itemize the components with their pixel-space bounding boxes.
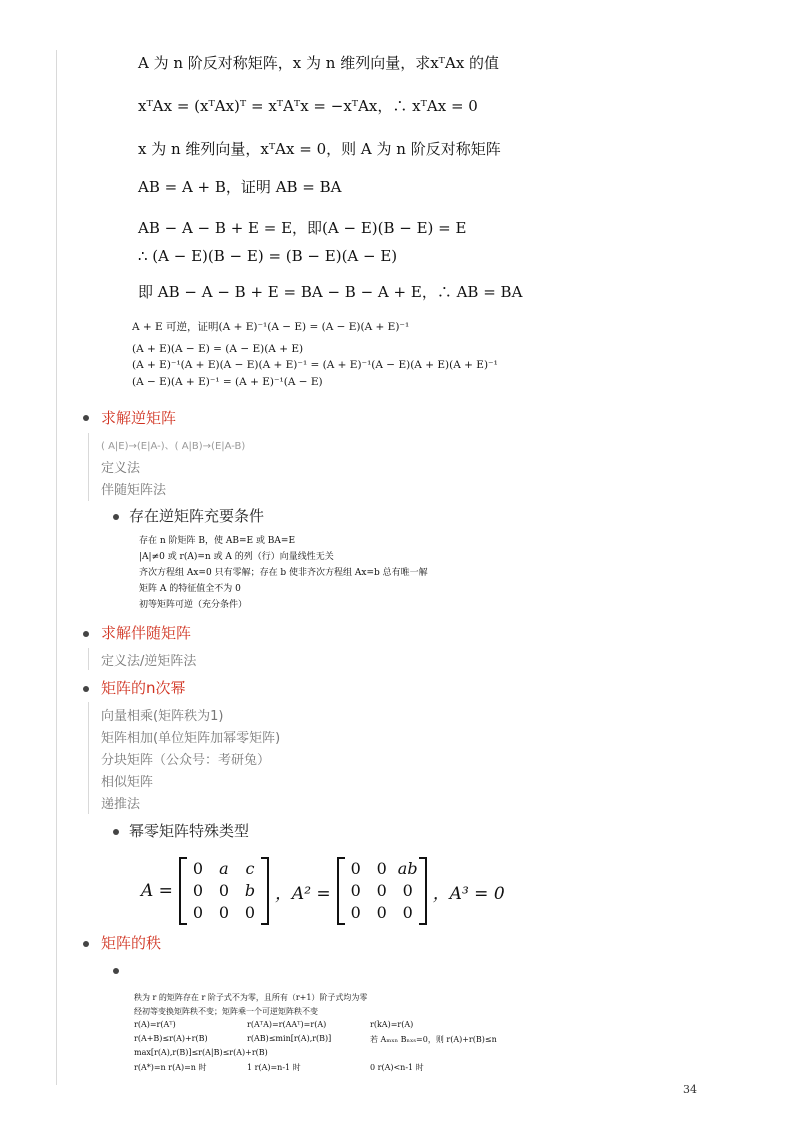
outline-item: 相似矩阵 — [101, 775, 154, 790]
formula-lhs: A = — [141, 881, 173, 901]
math-line: xᵀAx = (xᵀAx)ᵀ = xᵀAᵀx = −xᵀAx，∴ xᵀAx = 0 — [138, 97, 478, 115]
outline-guide-line — [56, 50, 57, 1085]
math-line: A 为 n 阶反对称矩阵，x 为 n 维列向量，求xᵀAx 的值 — [138, 54, 500, 72]
rank-cell: max[r(A),r(B)]≤r(A|B)≤r(A)+r(B) — [134, 1048, 268, 1057]
outline-item: 定义法 — [101, 461, 141, 476]
rank-cell: 1 r(A)=n-1 时 — [247, 1063, 301, 1072]
section-title-inverse[interactable]: 求解逆矩阵 — [101, 409, 177, 427]
math-line: A + E 可逆，证明(A + E)⁻¹(A − E) = (A − E)(A + E)⁻¹ — [132, 321, 410, 333]
math-line: (A + E)⁻¹(A + E)(A − E)(A + E)⁻¹ = (A + E)⁻¹(A − E)(A + E)(A + E)⁻¹ — [132, 359, 498, 371]
subsection-title-nilpotent[interactable]: 幂零矩阵特殊类型 — [129, 822, 250, 840]
rank-cell: 若 Aₘₓₙ Bₙₓₛ=0，则 r(A)+r(B)≤n — [370, 1035, 497, 1044]
matrix-a: 0 a c 0 0 b 0 0 0 — [179, 857, 269, 925]
outline-item: 递推法 — [101, 797, 141, 812]
rank-cell: 0 r(A)<n-1 时 — [370, 1063, 424, 1072]
rank-cell: r(A+B)≤r(A)+r(B) — [134, 1034, 208, 1043]
outline-guide-line — [88, 648, 89, 670]
math-line: (A − E)(A + E)⁻¹ = (A + E)⁻¹(A − E) — [132, 376, 323, 388]
math-line: 即 AB − A − B + E = BA − B − A + E，∴ AB = BA — [138, 283, 523, 301]
section-title-rank[interactable]: 矩阵的秩 — [101, 934, 162, 952]
math-line: AB = A + B，证明 AB = BA — [138, 178, 342, 196]
bullet-icon — [83, 415, 89, 421]
rank-cell: r(AB)≤min[r(A),r(B)] — [247, 1034, 332, 1043]
bullet-icon — [83, 686, 89, 692]
condition-line: |A|≠0 或 r(A)=n 或 A 的列（行）向量线性无关 — [139, 552, 334, 562]
math-line: x 为 n 维列向量，xᵀAx = 0，则 A 为 n 阶反对称矩阵 — [138, 140, 501, 158]
outline-guide-line — [88, 702, 89, 814]
rank-cell: r(AᵀA)=r(AAᵀ)=r(A) — [247, 1020, 327, 1029]
outline-item: 伴随矩阵法 — [101, 483, 167, 498]
condition-line: 初等矩阵可逆（充分条件） — [139, 600, 248, 610]
formula-mid: ，A² = — [274, 883, 331, 904]
section-title-adjoint[interactable]: 求解伴随矩阵 — [101, 624, 192, 642]
outline-item: 定义法/逆矩阵法 — [101, 654, 197, 669]
rank-line: 经初等变换矩阵秩不变；矩阵乘一个可逆矩阵秩不变 — [134, 1007, 318, 1016]
condition-line: 存在 n 阶矩阵 B，使 AB=E 或 BA=E — [139, 536, 296, 546]
nilpotent-formula — [135, 857, 511, 925]
math-line: ∴ (A − E)(B − E) = (B − E)(A − E) — [138, 247, 398, 265]
math-line: AB − A − B + E = E，即(A − E)(B − E) = E — [138, 219, 467, 237]
outline-item: 分块矩阵（公众号：考研兔） — [101, 753, 271, 768]
rank-cell: r(A*)=n r(A)=n 时 — [134, 1063, 207, 1072]
bullet-icon — [83, 941, 89, 947]
bullet-icon — [113, 829, 119, 835]
outline-guide-line — [88, 433, 89, 501]
rank-cell: r(kA)=r(A) — [370, 1020, 414, 1029]
condition-line: 齐次方程组 Ax=0 只有零解；存在 b 使非齐次方程组 Ax=b 总有唯一解 — [139, 568, 428, 578]
condition-line: 矩阵 A 的特征值全不为 0 — [139, 584, 241, 594]
subsection-title-inverse-conditions[interactable]: 存在逆矩阵充要条件 — [129, 507, 265, 525]
outline-item: 向量相乘(矩阵秩为1) — [101, 709, 224, 724]
rank-cell: r(A)=r(Aᵀ) — [134, 1020, 176, 1029]
bullet-icon — [113, 514, 119, 520]
outline-item: 矩阵相加(单位矩阵加幂零矩阵) — [101, 731, 281, 746]
formula-tail: ，A³ = 0 — [432, 883, 505, 904]
math-line: (A + E)(A − E) = (A − E)(A + E) — [132, 343, 304, 355]
bullet-icon — [83, 631, 89, 637]
outline-item: ( A|E)→(E|A-)、( A|B)→(E|A-B) — [101, 441, 246, 452]
section-title-power[interactable]: 矩阵的n次幂 — [101, 679, 186, 697]
rank-line: 秩为 r 的矩阵存在 r 阶子式不为零，且所有（r+1）阶子式均为零 — [134, 993, 368, 1002]
page-number: 34 — [683, 1083, 697, 1096]
matrix-a-squared: 0 0 ab 0 0 0 0 0 0 — [337, 857, 427, 925]
bullet-icon — [113, 968, 119, 974]
